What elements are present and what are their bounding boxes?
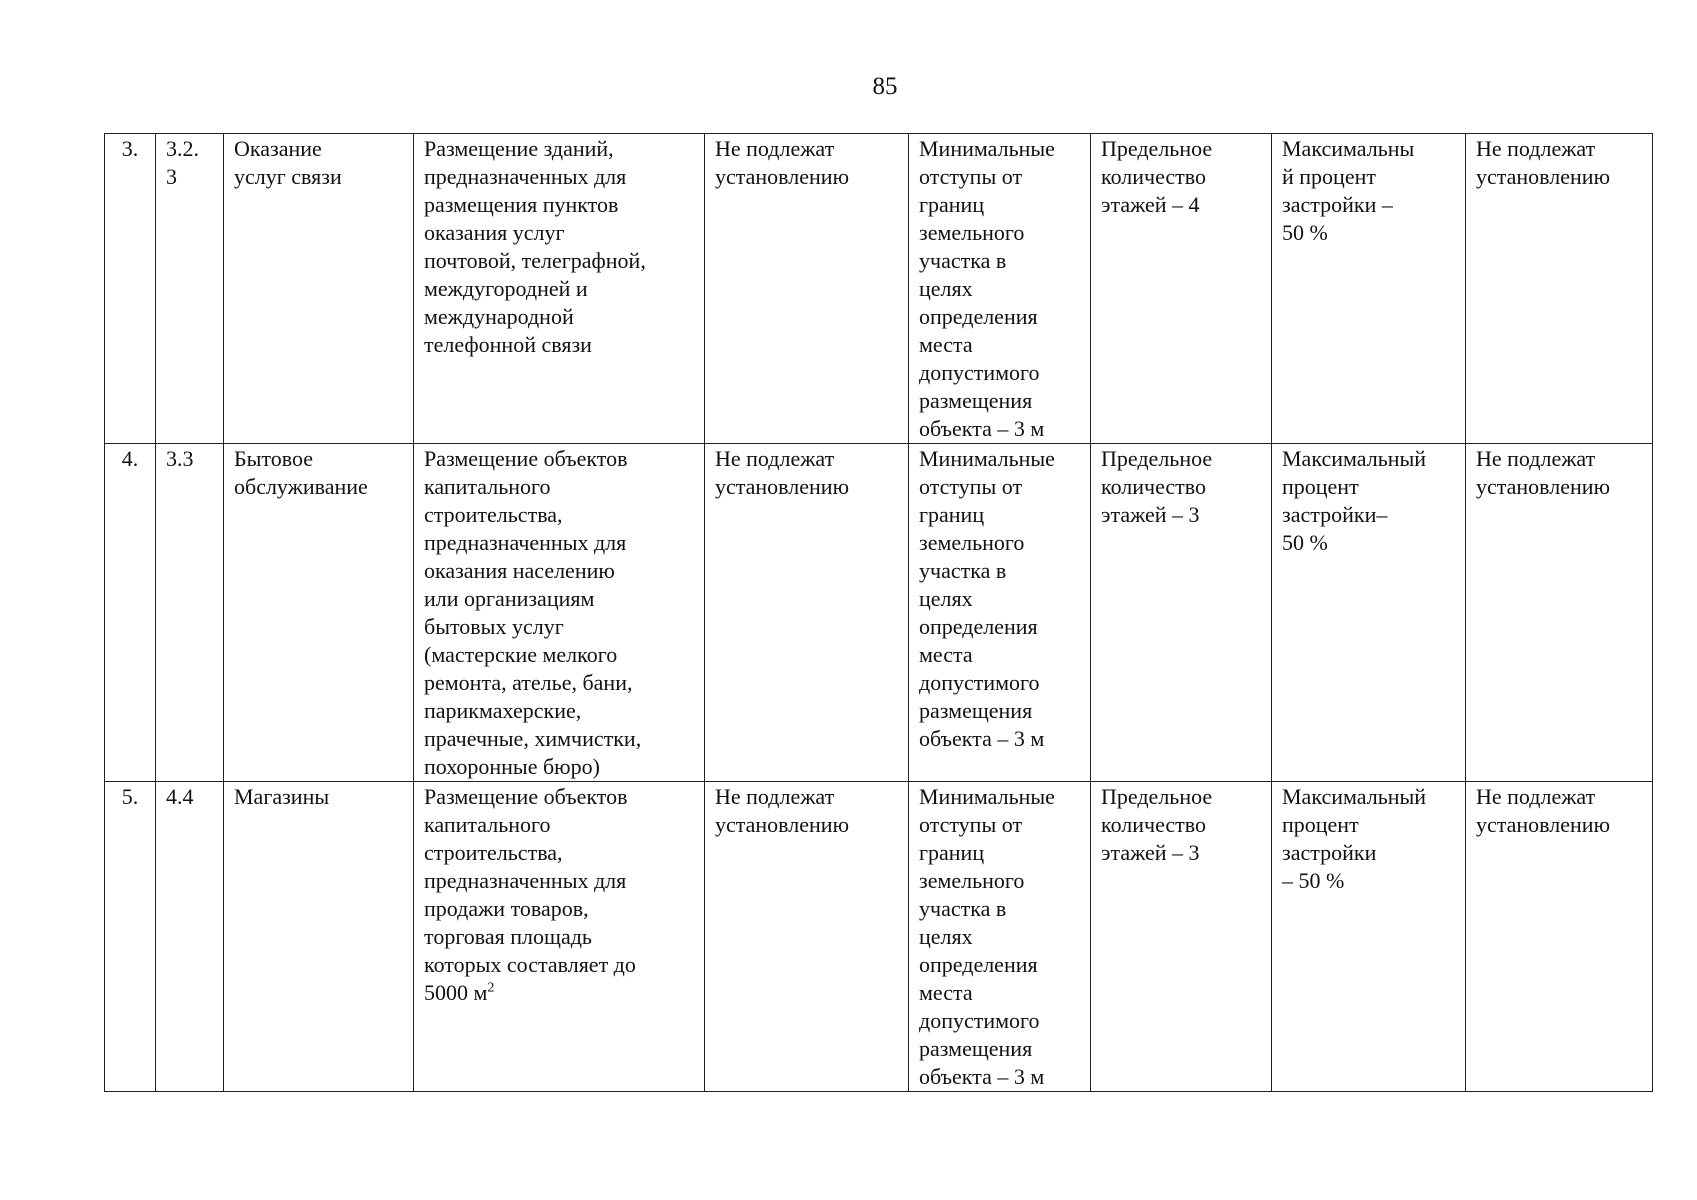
restrictions-cell: Не подлежат установлению [1466, 134, 1653, 444]
use-name-cell: Магазины [224, 782, 414, 1092]
regulations-table [104, 133, 1653, 1092]
table-row [105, 444, 1653, 782]
use-name-cell: Бытовое обслуживание [224, 444, 414, 782]
row-number-cell: 4. [105, 444, 156, 782]
code-cell: 3.3 [156, 444, 224, 782]
floors-cell: Предельное количество этажей – 4 [1091, 134, 1272, 444]
page-number: 85 [872, 73, 898, 100]
superscript: 2 [487, 980, 495, 996]
restrictions-cell: Не подлежат установлению [1466, 444, 1653, 782]
row-number-cell: 5. [105, 782, 156, 1092]
setbacks-cell: Минимальные отступы от границ земельного участка в целях определения места допустимого размещения объекта – 3 м [909, 782, 1091, 1092]
table-row [105, 134, 1653, 444]
code-cell: 4.4 [156, 782, 224, 1092]
setbacks-cell: Минимальные отступы от границ земельного участка в целях определения места допустимого размещения объекта – 3 м [909, 444, 1091, 782]
description-text: Размещение объектов капитального строительства, предназначенных для продажи товаров, торговая площадь которых составляет до 5000 м [424, 784, 636, 1005]
restrictions-cell: Не подлежат установлению [1466, 782, 1653, 1092]
description-cell: Размещение зданий, предназначенных для размещения пунктов оказания услуг почтовой, телеграфной, междугородней и международной телефонной связи [414, 134, 705, 444]
table-row [105, 782, 1653, 1092]
coverage-cell: Максимальный процент застройки– 50 % [1272, 444, 1466, 782]
coverage-cell: Максимальный процент застройки – 50 % [1272, 782, 1466, 1092]
code-cell: 3.2. 3 [156, 134, 224, 444]
floors-cell: Предельное количество этажей – 3 [1091, 782, 1272, 1092]
setbacks-cell: Минимальные отступы от границ земельного участка в целях определения места допустимого размещения объекта – 3 м [909, 134, 1091, 444]
row-number-cell: 3. [105, 134, 156, 444]
floors-cell: Предельное количество этажей – 3 [1091, 444, 1272, 782]
coverage-cell: Максимальны й процент застройки – 50 % [1272, 134, 1466, 444]
description-cell: Размещение объектов капитального строительства, предназначенных для оказания населению или организациям бытовых услуг (мастерские мелкого ремонта, ателье, бани, парикмахерские, прачечные, химчистки, похоронные бюро) [414, 444, 705, 782]
parameter-cell: Не подлежат установлению [705, 134, 909, 444]
parameter-cell: Не подлежат установлению [705, 444, 909, 782]
description-cell [414, 782, 705, 1092]
use-name-cell: Оказание услуг связи [224, 134, 414, 444]
parameter-cell: Не подлежат установлению [705, 782, 909, 1092]
